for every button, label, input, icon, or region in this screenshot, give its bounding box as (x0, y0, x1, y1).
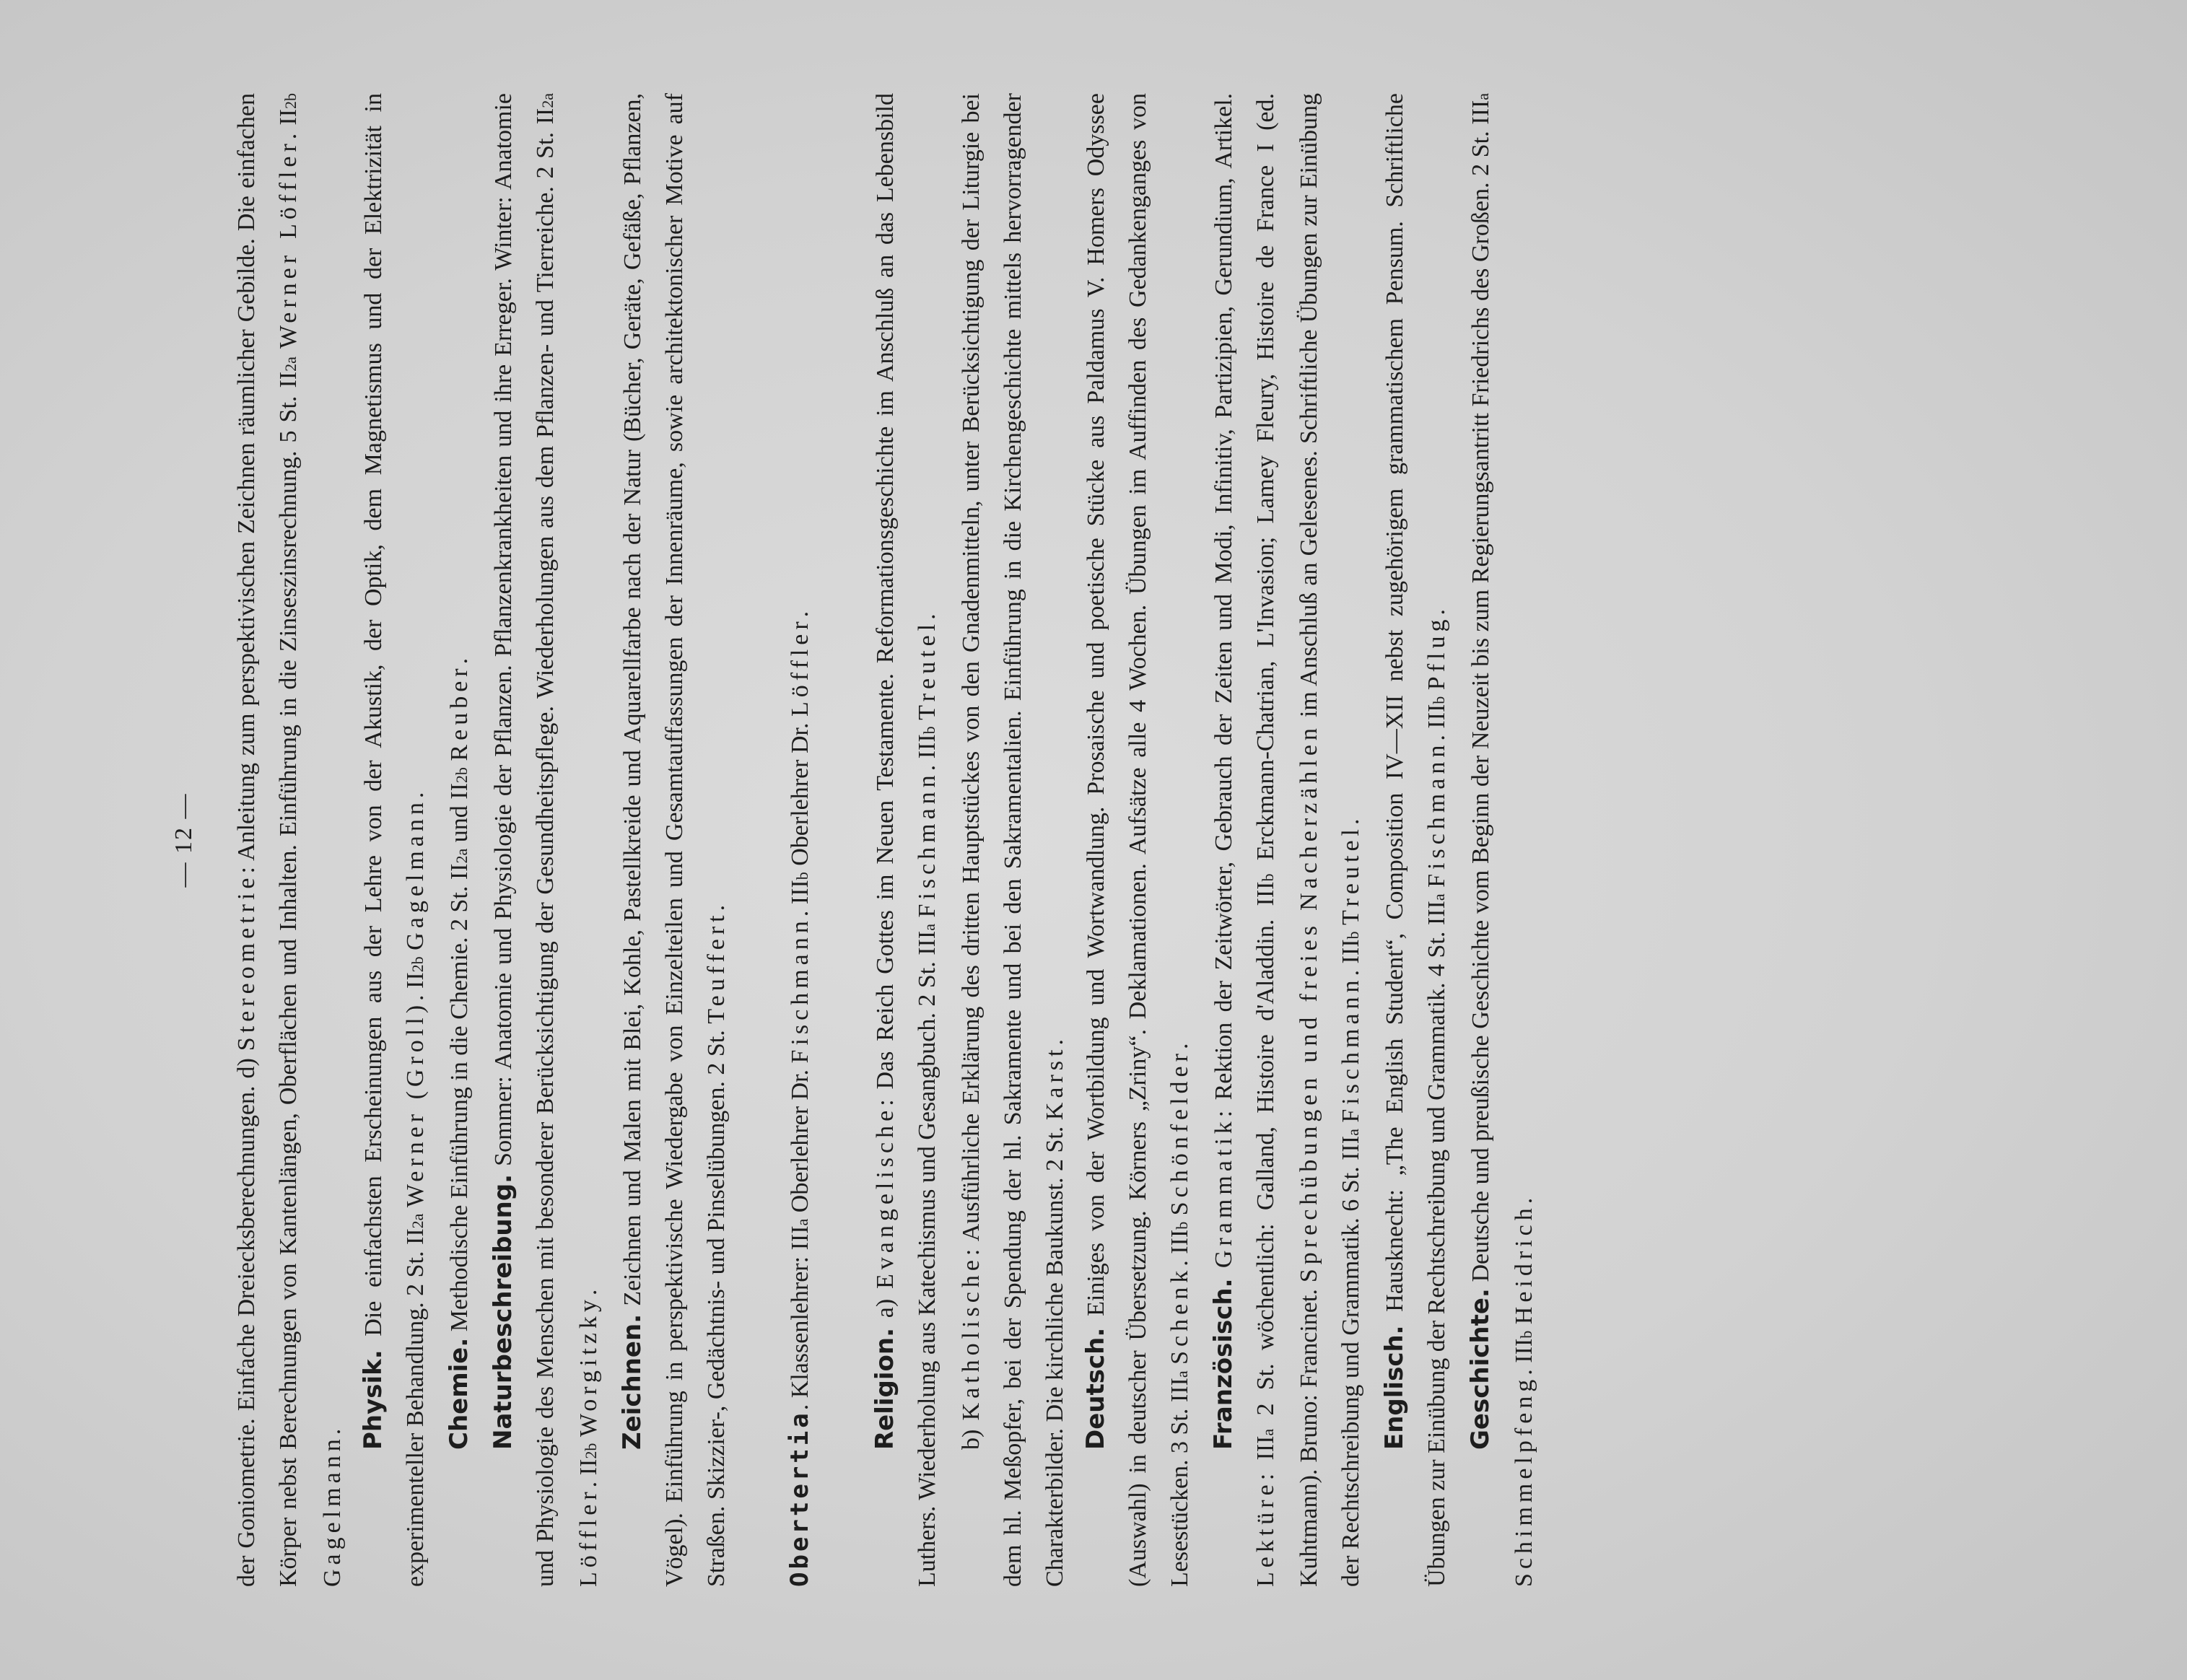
paragraph (1460, 93, 1548, 1587)
subscript-label: a (920, 924, 939, 931)
subscript-label: a (1473, 93, 1492, 100)
text-run: : Ausführliche Erklärung des dritten Hauptstückes von den Gnadenmitteln, unter Berücksichtigung der Liturgie bei dem hl. Meßopfer, bei der Spendung der hl. Sakramente und bei den Sakramentalien. Einführung in die Kirchengeschichte mittels hervorragender Charakterbilder. Die kirchliche Baukunst. 2 St. (957, 93, 1068, 1587)
text-run: Gagelmann (402, 798, 429, 950)
section-heading: Englisch. (1379, 1325, 1409, 1450)
text-run: . (575, 1289, 603, 1296)
subscript-label: b (1517, 1330, 1536, 1339)
text-run (1337, 925, 1364, 932)
text-run (1166, 1215, 1193, 1222)
paragraph (612, 93, 737, 1587)
text-run: Löffler (575, 1487, 603, 1587)
text-run (446, 761, 473, 768)
rotated-document-page (170, 93, 2017, 1587)
text-run: Einiges von der Wortbildung und Wortwandlung. Prosaische und poetische Stücke aus Paldamus V. Homers Odyssee (Auswahl) in deutscher Übersetzung. Körners „Zriny“. Deklamationen. Aufsätze alle 4 Wochen. Übungen im Auffinden des Gedankenganges von Lesestücken. 3 St. III (1083, 93, 1193, 1587)
text-run: . II (402, 972, 429, 1001)
text-run: Hausknecht: „The English Student“, Composition IV—XII nebst zugehörigem grammatischem Pensum. Schriftliche Übungen zur Einübung der Rechtschreibung und Grammatik. 4 St. III (1381, 93, 1450, 1587)
text-run: Heidrich (1511, 1204, 1538, 1325)
subscript-label: a (1172, 1370, 1191, 1378)
text-run: . (786, 611, 813, 618)
text-run: Reuber (445, 664, 473, 761)
text-run (1166, 1365, 1193, 1371)
subscript-label: a (1429, 893, 1448, 901)
text-run: : Das Reich Gottes im Neuen Testamente. Reformationsgeschichte im Anschluß an das Lebensbild Luthers. Wiederholung aus Katechismus und Gesangbuch. 2 St. III (872, 93, 941, 1587)
text-run: Schenk (1166, 1266, 1193, 1365)
text-run (575, 1437, 602, 1443)
section-heading: Chemie. (444, 1337, 473, 1450)
section-heading: Deutsch. (1081, 1327, 1111, 1450)
text-run: 2 St. wöchentlich: Galland, Histoire d'Aladdin. III (1252, 881, 1279, 1429)
class-title: Obertertia (785, 1410, 814, 1587)
text-run: Methodische Einführung in die Chemie. 2 St. II (445, 863, 473, 1338)
paragraph (780, 93, 824, 1587)
text-run: Stereometrie (233, 873, 260, 1051)
section-heading: Zeichnen. (618, 1313, 647, 1450)
subscript-label: b (920, 726, 939, 735)
text-run: Evangelische (872, 1106, 899, 1290)
text-run: . II (274, 109, 302, 140)
text-run: Sommer: Anatomie und Physiologie der Pflanzen. Pflanzenkrankheiten und ihre Erreger. Winter: Anatomie und Physiologie des Menschen mit besonderer Berücksichtigung der Gesundheitspflege. Wiederholungen aus dem Pflanzen- und Tierreiche. 2 St. II (489, 93, 559, 1587)
text-run: Grammatik (1210, 1117, 1237, 1269)
text-run: . III (1337, 939, 1365, 976)
text-run: a) (872, 1289, 899, 1328)
subscript-label: b (1172, 1221, 1191, 1230)
paragraph (226, 93, 353, 1587)
text-run: . III (1511, 1338, 1538, 1375)
text-run (402, 950, 429, 957)
text-run: Katholische (957, 1256, 985, 1421)
text-run: Schimmelpfeng (1511, 1375, 1538, 1587)
subscript-label: 2a (538, 93, 556, 108)
text-run: . III (914, 734, 941, 771)
section-heading: Naturbeschreibung. (488, 1173, 518, 1450)
subscript-label: 2b (452, 767, 471, 784)
text-run (1423, 888, 1450, 894)
text-run (914, 720, 940, 727)
text-run: Oberlehrer Dr. (786, 1063, 813, 1219)
text-run: Deutsche und preußische Geschichte vom Beginn der Neuzeit bis zum Regierungsantritt Friedrichs des Großen. 2 St. III (1467, 100, 1494, 1289)
text-run (1210, 1268, 1237, 1278)
text-run: Karst (1041, 1045, 1068, 1121)
paragraph (483, 93, 612, 1587)
text-run: : Rektion der Zeitwörter, Gebrauch der Zeiten und Modi, Infinitiv, Partizipien, Gerundium, Artikel. (1210, 92, 1237, 1118)
text-run: Fischmann (914, 771, 941, 918)
text-run: Treutel (1337, 824, 1365, 925)
text-run: Die einfachsten Erscheinungen aus der Lehre von der Akustik, der Optik, dem Magnetismus und der Elektrizität in experimenteller Behandlung. 2 St. II (360, 93, 429, 1587)
text-run: . (914, 613, 941, 620)
text-run: Werner (Groll) (402, 1000, 429, 1208)
text-run: . (702, 904, 730, 911)
text-run: Erckmann-Chatrian, L'Invasion; Lamey Fleury, Histoire de France I (ed. Kuhtmann). Bruno: Francinet. (1252, 92, 1323, 1587)
text-run: . (1511, 1197, 1538, 1204)
paragraph (1075, 93, 1202, 1587)
text-run: Oberlehrer Dr. (786, 717, 813, 872)
subscript-label: b (1429, 696, 1448, 704)
text-run (914, 918, 940, 924)
paragraph (439, 93, 483, 1587)
text-run: Schönfelder (1166, 1049, 1193, 1216)
text-run: Teuffert (702, 911, 730, 1024)
text-run: . (318, 1428, 346, 1435)
text-run: Löffler (786, 617, 813, 717)
text-run: und II (445, 783, 473, 849)
section-heading: Religion. (870, 1327, 900, 1450)
text-run: Fischmann (1423, 740, 1450, 888)
subscript-label: b (1258, 873, 1277, 882)
subscript-label: 2a (281, 356, 300, 372)
subscript-label: 2b (281, 93, 300, 109)
text-run: : Anleitung zum perspektivischen Zeichnen räumlicher Gebilde. Die einfachen Körper nebst Berechnungen von Kantenlängen, Oberflächen und Inhalten. Einführung in die Zinseszinsrechnung. 5 St. II (233, 93, 302, 1587)
text-run: . (1041, 1039, 1068, 1046)
text-run (402, 1207, 429, 1214)
paragraph (951, 93, 1075, 1587)
text-run: . III (786, 880, 813, 917)
text-run: . Klassenlehrer: III (786, 1225, 813, 1411)
subscript-label: 2a (409, 1213, 427, 1229)
text-run: Zeichnen und Malen mit Blei, Kohle, Pastellkreide und Aquarellfarbe nach der Natur (Bücher, Geräte, Gefäße, Pflanzen, Vögel). Einführung in perspektivische Wiedergabe von Einzelteilen und Gesamtauffassungen der Innenräume, sowie architektonischer Motive auf Straßen. Skizzier-, Gedächtnis- und Pinselübungen. 2 St. (619, 93, 730, 1587)
text-run: Fischmann (786, 916, 813, 1064)
text-run: . (402, 792, 429, 799)
paragraph (353, 93, 439, 1587)
page-number: — 12 — (170, 792, 197, 888)
text-run: : III (1252, 1435, 1279, 1481)
text-run: im Anschluß an Gelesenes. Schriftliche Übungen zur Einübung der Rechtschreibung und Grammatik. 6 St. III (1296, 92, 1365, 1587)
text-run: Fischmann (1337, 976, 1365, 1123)
subscript-label: 2b (409, 956, 427, 973)
document-body (226, 93, 1548, 1587)
subscript-label: 2b (582, 1443, 601, 1459)
text-run: Worgitzky (575, 1295, 603, 1438)
subscript-label: a (1344, 1129, 1363, 1136)
text-run: . (445, 657, 473, 665)
text-run: der Goniometrie. Einfache Dreiecksberechnungen. d) (233, 1051, 260, 1587)
text-run (1423, 690, 1450, 696)
section-heading: Physik. (359, 1349, 388, 1450)
text-run: Gagelmann (318, 1435, 346, 1587)
text-run: b) (957, 1420, 985, 1450)
text-run: . (1166, 1043, 1193, 1050)
section-heading: Geschichte. (1465, 1288, 1495, 1450)
text-run: Sprechübungen und freies Nacherzählen (1296, 724, 1323, 1283)
paragraph (1203, 93, 1374, 1587)
section-heading: Französisch. (1208, 1278, 1238, 1450)
subscript-label: 2a (452, 848, 471, 864)
subscript-label: a (793, 1218, 811, 1226)
subscript-label: b (1344, 931, 1363, 940)
text-run: . (1337, 818, 1365, 825)
text-run: Werner Löffler (274, 139, 302, 349)
text-run: . III (1423, 704, 1450, 741)
text-run: Treutel (914, 619, 941, 720)
paragraph (865, 93, 951, 1587)
text-run (275, 349, 302, 356)
text-run: . (1423, 609, 1450, 616)
subscript-label: a (1258, 1428, 1277, 1436)
text-run: . II (575, 1458, 603, 1488)
text-run (1337, 1123, 1364, 1129)
text-run: Pflug (1423, 615, 1450, 691)
text-run: Lektüre (1252, 1480, 1279, 1587)
paragraph (1374, 93, 1460, 1587)
subscript-label: b (793, 872, 811, 880)
text-run (1511, 1324, 1537, 1331)
text-run: . III (1166, 1229, 1193, 1266)
